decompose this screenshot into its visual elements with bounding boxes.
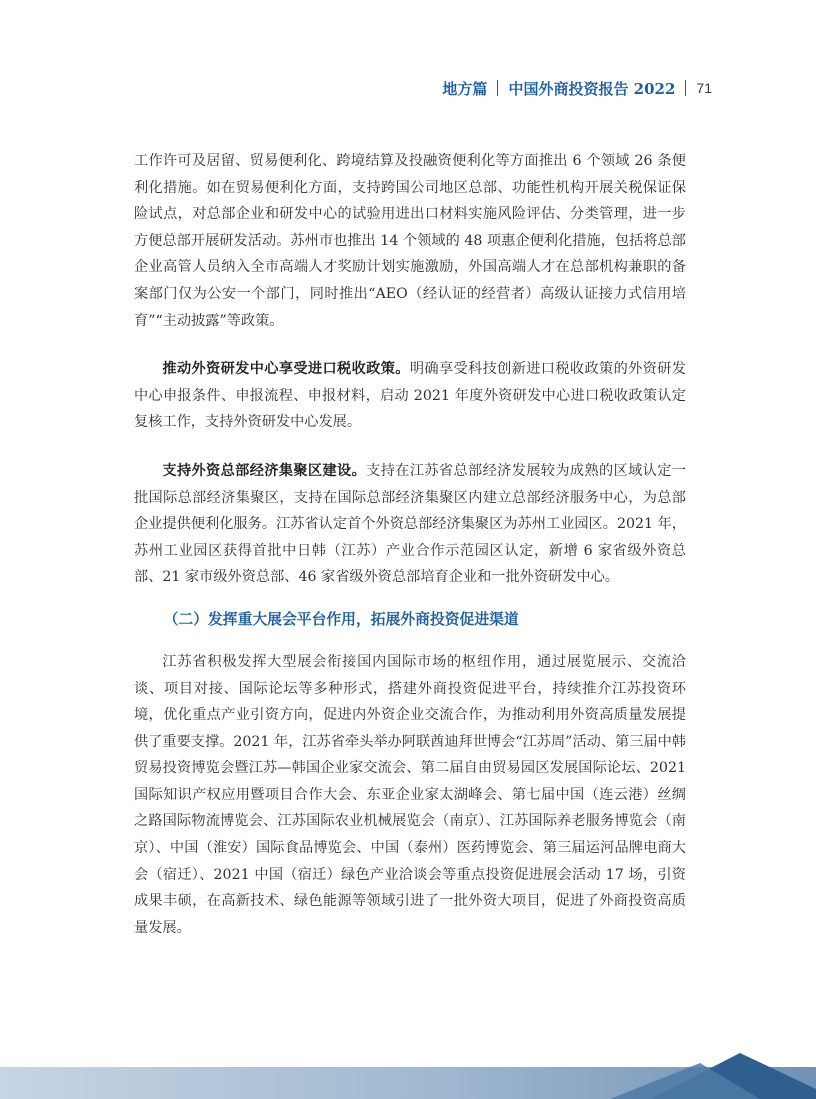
paragraph-gap bbox=[134, 591, 686, 607]
paragraph-gap bbox=[134, 436, 686, 458]
body-content bbox=[134, 148, 686, 941]
paragraph-1: 工作许可及居留、贸易便利化、跨境结算及投融资便利化等方面推出 6 个领域 26 条便利化措施。如在贸易便利化方面，支持跨国公司地区总部、功能性机构开展关税保证保险试点，对总部企业和研发中心的试验用进出口材料实施风险评估、分类管理，进一步方便总部开展研发活动。苏州市也推出 14 个领域的 48 项惠企便利化措施，包括将总部企业高管人员纳入全市高端人才奖励计划实施激励，外国高端人才在总部机构兼职的备案部门仅为公安一个部门，同时推出“AEO（经认证的经营者）高级认证接力式信用培育”“主动披露”等政策。 bbox=[134, 153, 686, 329]
paragraph-3 bbox=[134, 458, 686, 591]
paragraph-2-body: 明确享受科技创新进口税收政策的外资研发中心申报条件、申报流程、申报材料，启动 2021 年度外资研发中心进口税收政策认定复核工作，支持外资研发中心发展。 bbox=[134, 361, 686, 431]
paragraph-gap bbox=[134, 334, 686, 356]
header-divider-2 bbox=[685, 80, 686, 96]
header-divider bbox=[497, 80, 498, 96]
paragraph-2 bbox=[134, 356, 686, 436]
page-number: 71 bbox=[696, 80, 712, 96]
report-title: 中国外商投资报告 2022 bbox=[508, 79, 676, 98]
paragraph-4: 江苏省积极发挥大型展会衔接国内国际市场的枢纽作用，通过展览展示、交流洽谈、项目对接、国际论坛等多种形式，搭建外商投资促进平台，持续推介江苏投资环境，优化重点产业引资方向，促进内外资企业交流合作，为推动利用外资高质量发展提供了重要支撑。2021 年，江苏省牵头举办阿联酋迪拜世博会“江苏周”活动、第三届中韩贸易投资博览会暨江苏—韩国企业家交流会、第二届自由贸易园区发展国际论坛、2021 国际知识产权应用暨项目合作大会、东亚企业家太湖峰会、第七届中国（连云港）丝绸之路国际物流博览会、江苏国际农业机械展览会（南京）、江苏国际养老服务博览会（南京）、中国（淮安）国际食品博览会、中国（泰州）医药博览会、第三届运河品牌电商大会（宿迁）、2021 中国（宿迁）绿色产业洽谈会等重点投资促进展会活动 17 场，引资成果丰硕，在高新技术、绿色能源等领域引进了一批外资大项目，促进了外商投资高质量发展。 bbox=[134, 653, 686, 936]
footer-band bbox=[0, 1053, 816, 1099]
section-label: 地方篇 bbox=[442, 79, 488, 98]
paragraph-2-lead: 推动外资研发中心享受进口税收政策。 bbox=[162, 361, 410, 378]
paragraph-gap bbox=[134, 633, 686, 649]
section-heading: （二）发挥重大展会平台作用，拓展外商投资促进渠道 bbox=[163, 610, 519, 628]
running-header bbox=[442, 76, 712, 100]
paragraph-3-body: 支持在江苏省总部经济发展较为成熟的区域认定一批国际总部经济集聚区，支持在国际总部经济集聚区内建立总部经济服务中心，为总部企业提供便利化服务。江苏省认定首个外资总部经济集聚区为苏州工业园区。2021 年，苏州工业园区获得首批中日韩（江苏）产业合作示范园区认定，新增 6 家省级外资总部、21 家市级外资总部、46 家省级外资总部培育企业和一批外资研发中心。 bbox=[134, 462, 686, 586]
paragraph-3-lead: 支持外资总部经济集聚区建设。 bbox=[162, 462, 367, 479]
